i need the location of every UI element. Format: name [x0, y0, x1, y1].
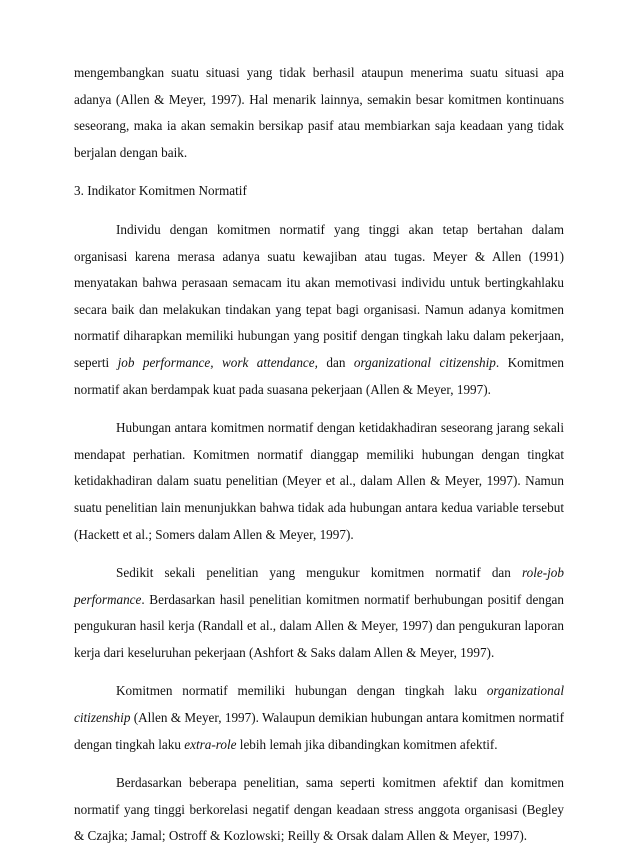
paragraph-5: Berdasarkan beberapa penelitian, sama seperti komitmen afektif dan komitmen normatif yang tinggi berkorelasi negatif dengan keadaan stress anggota organisasi (Begley & Czajka; Jamal; Ostroff & Kozlowski; Reilly & Orsak dalam Allen & Meyer, 1997). — [74, 775, 564, 844]
paragraph-4-text-b: (Allen & Meyer, 1997). Walaupun demikian hubungan antara komitmen normatif dengan tingkah laku — [74, 710, 564, 752]
paragraph-4-text-a: Komitmen normatif memiliki hubungan dengan tingkah laku — [116, 683, 487, 699]
paragraph-4-text-c: lebih lemah jika dibandingkan komitmen afektif. — [236, 736, 498, 752]
paragraph-1-text-d: . Komitmen normatif akan berdampak kuat pada suasana pekerjaan (Allen & Meyer, 1997). — [74, 354, 565, 397]
paragraph-1-text-c: dan — [317, 354, 354, 370]
paragraph-1-em-2: work attendance, — [221, 354, 318, 370]
paragraph-3 — [74, 560, 564, 666]
paragraph-1-em-1: job performance, — [117, 354, 214, 370]
paragraph-3-em-1: role-job performance — [74, 565, 564, 607]
section-heading: 3. Indikator Komitmen Normatif — [74, 183, 247, 199]
paragraph-continuation: mengembangkan suatu situasi yang tidak berhasil ataupun menerima suatu situasi apa adanya (Allen & Meyer, 1997). Hal menarik lainnya, semakin besar komitmen kontinuans seseorang, maka ia akan semakin bersikap pasif atau membiarkan saja keadaan yang tidak berjalan dengan baik. — [74, 65, 564, 160]
paragraph-1-text-b — [214, 355, 222, 370]
paragraph-3-text-a: Sedikit sekali penelitian yang mengukur komitmen normatif dan — [116, 565, 522, 581]
paragraph-1 — [74, 217, 564, 403]
paragraph-1-em-3: organizational citizenship — [353, 354, 496, 370]
paragraph-1-text-a: Individu dengan komitmen normatif yang tinggi akan tetap bertahan dalam organisasi karena merasa adanya suatu kewajiban atau tugas. Meyer & Allen (1991) menyatakan bahwa perasaan semacam itu akan memotivasi individu untuk bertingkahlaku secara baik dan melakukan tindakan yang tepat bagi organisasi. Namun adanya komitmen normatif diharapkan memiliki hubungan yang positif dengan tingkah laku dalam pekerjaan, seperti — [74, 221, 564, 370]
paragraph-3-text-b: . Berdasarkan hasil penelitian komitmen normatif berhubungan positif dengan pengukuran hasil kerja (Randall et al., dalam Allen & Meyer, 1997) dan pengukuran laporan kerja dari keseluruhan pekerjaan (Ashfort & Saks dalam Allen & Meyer, 1997). — [74, 591, 564, 660]
paragraph-2: Hubungan antara komitmen normatif dengan ketidakhadiran seseorang jarang sekali mendapat perhatian. Komitmen normatif dianggap memiliki hubungan dengan tingkat ketidakhadiran dalam suatu penelitian (Meyer et al., dalam Allen & Meyer, 1997). Namun suatu penelitian lain menunjukkan bahwa tidak ada hubungan antara kedua variable tersebut (Hackett et al.; Somers dalam Allen & Meyer, 1997). — [74, 420, 564, 542]
document-page — [74, 60, 564, 862]
paragraph-4-em-2: extra-role — [184, 736, 237, 752]
paragraph-4-em-1: organizational citizenship — [74, 683, 564, 726]
paragraph-4 — [74, 678, 564, 758]
